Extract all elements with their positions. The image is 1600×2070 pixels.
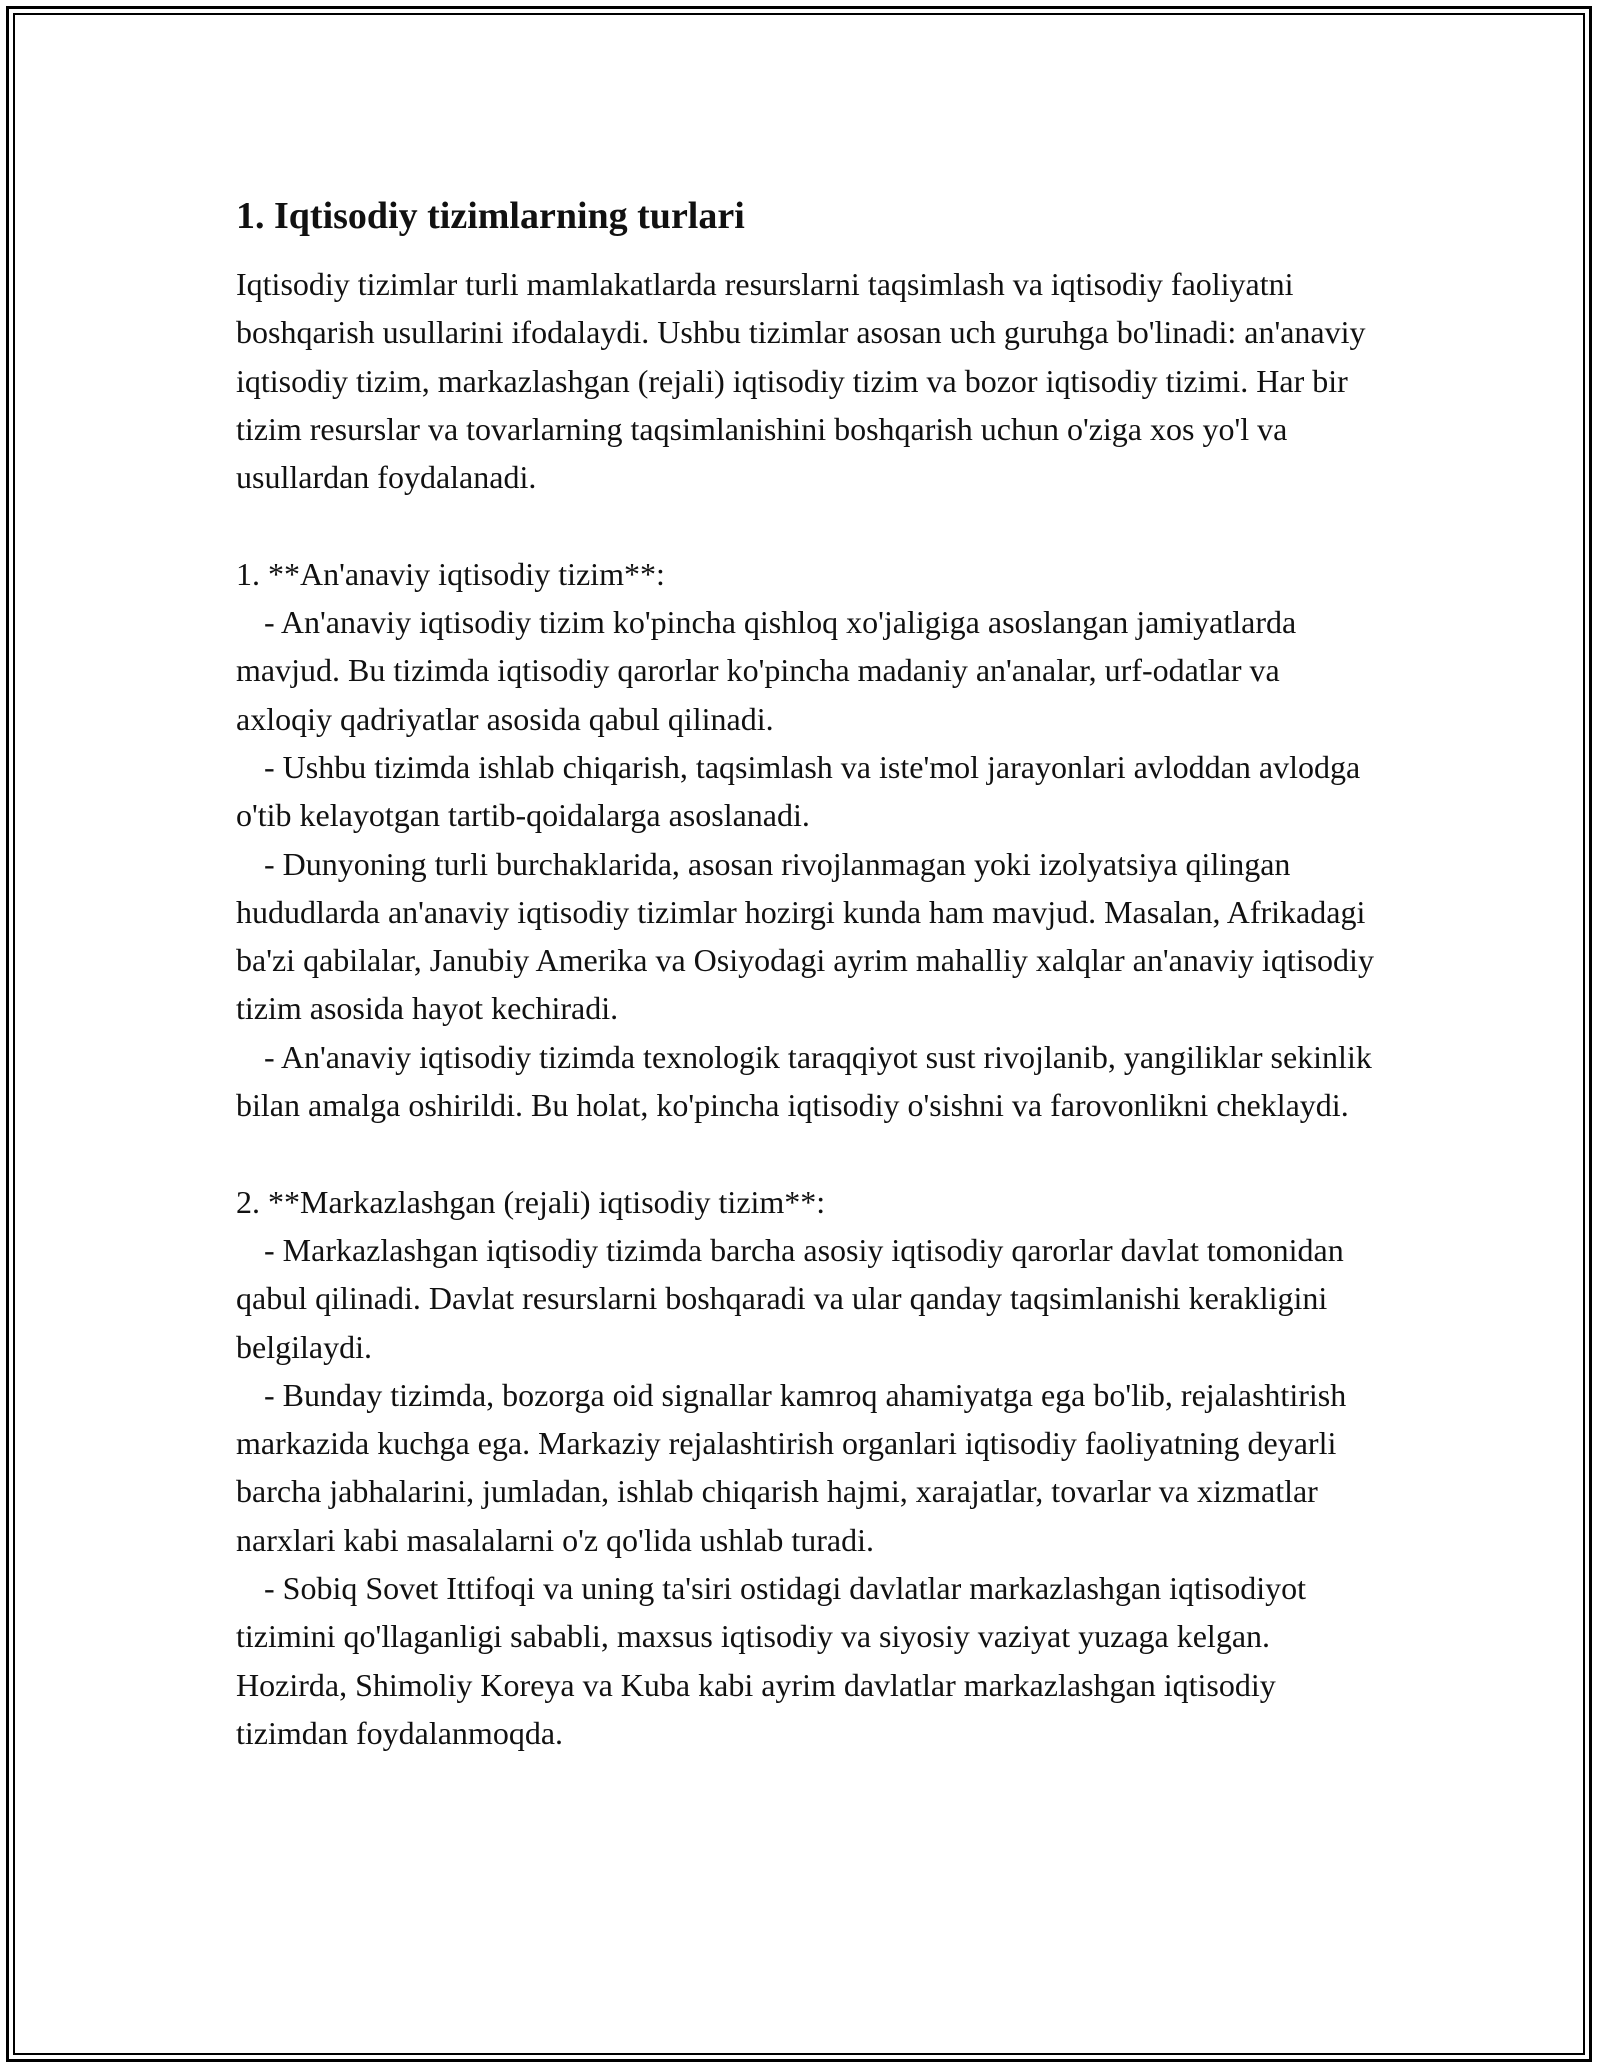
bullet-item: - An'anaviy iqtisodiy tizimda texnologik taraqqiyot sust rivojlanib, yangiliklar sekinlik bilan amalga oshirildi. Bu holat, ko'pincha iqtisodiy o'sishni va farovonlikni cheklaydi.: [236, 1038, 1372, 1124]
bullet-item: - Markazlashgan iqtisodiy tizimda barcha asosiy iqtisodiy qarorlar davlat tomonidan qabul qilinadi. Davlat resurslarni boshqaradi va ular qanday taqsimlanishi kerakligini belgilaydi.: [236, 1231, 1344, 1365]
bullet-item: - An'anaviy iqtisodiy tizim ko'pincha qishloq xo'jaligiga asoslangan jamiyatlarda mavjud. Bu tizimda iqtisodiy qarorlar ko'pincha madaniy an'analar, urf-odatlar va axloqiy qadriyatlar asosida qabul qilinadi.: [236, 604, 1297, 737]
intro-paragraph: Iqtisodiy tizimlar turli mamlakatlarda resurslarni taqsimlash va iqtisodiy faoliyatni boshqarish usullarini ifodalaydi. Ushbu tizimlar asosan uch guruhga bo'linadi: an'anaviy iqtisodiy tizim, markazlashgan (rejali) iqtisodiy tizim va bozor iqtisodiy tizimi. Har bir tizim resurslar va tovarlarning taqsimlanishini boshqarish uchun o'ziga xos yo'l va usullardan foydalanadi.: [236, 266, 1366, 496]
document-body: [236, 192, 1376, 1757]
section-traditional-economy: [236, 550, 1376, 1130]
bullet-item: - Sobiq Sovet Ittifoqi va uning ta'siri ostidagi davlatlar markazlashgan iqtisodiyot tizimini qo'llaganligi sababli, maxsus iqtisodiy va siyosiy vaziyat yuzaga kelgan. Hozirda, Shimoliy Koreya va Kuba kabi ayrim davlatlar markazlashgan iqtisodiy tizimdan foydalanmoqda.: [236, 1570, 1307, 1751]
section-heading: 1. **An'anaviy iqtisodiy tizim**:: [236, 555, 665, 592]
section-planned-economy: [236, 1178, 1376, 1758]
bullet-item: - Ushbu tizimda ishlab chiqarish, taqsimlash va iste'mol jarayonlari avloddan avlodga o'tib kelayotgan tartib-qoidalarga asoslanadi.: [236, 748, 1361, 834]
section-heading: 2. **Markazlashgan (rejali) iqtisodiy tizim**:: [236, 1183, 826, 1220]
bullet-item: - Bunday tizimda, bozorga oid signallar kamroq ahamiyatga ega bo'lib, rejalashtirish markazida kuchga ega. Markaziy rejalashtirish organlari iqtisodiy faoliyatning deyarli barcha jabhalarini, jumladan, ishlab chiqarish hajmi, xarajatlar, tovarlar va xizmatlar narxlari kabi masalalarni o'z qo'lida ushlab turadi.: [236, 1376, 1347, 1558]
document-title: 1. Iqtisodiy tizimlarning turlari: [236, 195, 745, 237]
bullet-item: - Dunyoning turli burchaklarida, asosan rivojlanmagan yoki izolyatsiya qilingan hududlarda an'anaviy iqtisodiy tizimlar hozirgi kunda ham mavjud. Masalan, Afrikadagi ba'zi qabilalar, Janubiy Amerika va Osiyodagi ayrim mahalliy xalqlar an'anaviy iqtisodiy tizim asosida hayot kechiradi.: [236, 845, 1374, 1027]
